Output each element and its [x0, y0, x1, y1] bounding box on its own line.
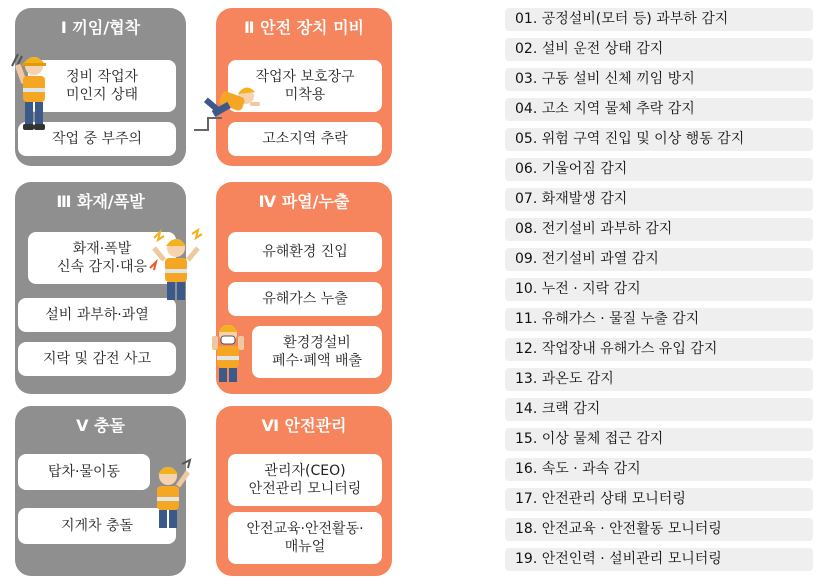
function-item: 17. 안전관리 상태 모니터링	[505, 488, 813, 511]
category-item: 작업 중 부주의	[18, 122, 176, 156]
category-title: Ⅳ 파열/누출	[258, 192, 350, 211]
function-item: 19. 안전인력 · 설비관리 모니터링	[505, 548, 813, 571]
worker-falling-icon	[192, 78, 264, 136]
worker-with-tool-icon	[8, 48, 54, 134]
category-item: 관리자(CEO) 안전관리 모니터링	[228, 454, 382, 506]
category-item: 화재·폭발 신속 감지·대응	[28, 232, 176, 284]
category-title: Ⅰ 끼임/협착	[60, 18, 141, 37]
category-item: 고소지역 추락	[228, 122, 382, 156]
function-item: 09. 전기설비 과열 감지	[505, 248, 813, 271]
function-list	[505, 8, 813, 578]
function-item: 12. 작업장내 유해가스 유입 감지	[505, 338, 813, 361]
worker-gas-mask-icon	[206, 318, 250, 384]
function-item: 11. 유해가스 · 물질 누출 감지	[505, 308, 813, 331]
category-item: 탑차·물이동	[18, 454, 150, 490]
category-item: 작업자 보호장구 미착용	[228, 60, 382, 112]
function-item: 10. 누전 · 지락 감지	[505, 278, 813, 301]
function-item: 16. 속도 · 과속 감지	[505, 458, 813, 481]
worker-collision-icon	[144, 458, 196, 532]
function-item: 15. 이상 물체 접근 감지	[505, 428, 813, 451]
function-item: 05. 위험 구역 진입 및 이상 행동 감지	[505, 128, 813, 151]
function-item: 02. 설비 운전 상태 감지	[505, 38, 813, 61]
category-title: Ⅲ 화재/폭발	[56, 192, 145, 211]
function-item: 04. 고소 지역 물체 추락 감지	[505, 98, 813, 121]
function-item: 14. 크랙 감지	[505, 398, 813, 421]
function-item: 01. 공정설비(모터 등) 과부하 감지	[505, 8, 813, 31]
category-title: Ⅱ 안전 장치 미비	[244, 18, 364, 37]
function-item: 08. 전기설비 과부하 감지	[505, 218, 813, 241]
category-item: 안전교육·안전활동· 매뉴얼	[228, 512, 382, 564]
category-title: Ⅵ 안전관리	[261, 416, 347, 435]
category-title: Ⅴ 충돌	[76, 416, 125, 435]
function-item: 13. 과온도 감지	[505, 368, 813, 391]
category-item: 지락 및 감전 사고	[18, 342, 176, 376]
category-item: 지게차 충돌	[18, 508, 176, 544]
function-item: 03. 구동 설비 신체 끼임 방지	[505, 68, 813, 91]
category-item: 설비 과부하·과열	[18, 298, 176, 332]
function-item: 07. 화재발생 감지	[505, 188, 813, 211]
category-item: 환경경설비 폐수·폐액 배출	[252, 326, 382, 378]
category-item: 유해환경 진입	[228, 232, 382, 272]
worker-electric-shock-icon	[148, 228, 204, 304]
function-item: 18. 안전교육 · 안전활동 모니터링	[505, 518, 813, 541]
function-item: 06. 기울어짐 감지	[505, 158, 813, 181]
category-item: 유해가스 누출	[228, 282, 382, 316]
category-item: 정비 작업자 미인지 상태	[28, 60, 176, 112]
